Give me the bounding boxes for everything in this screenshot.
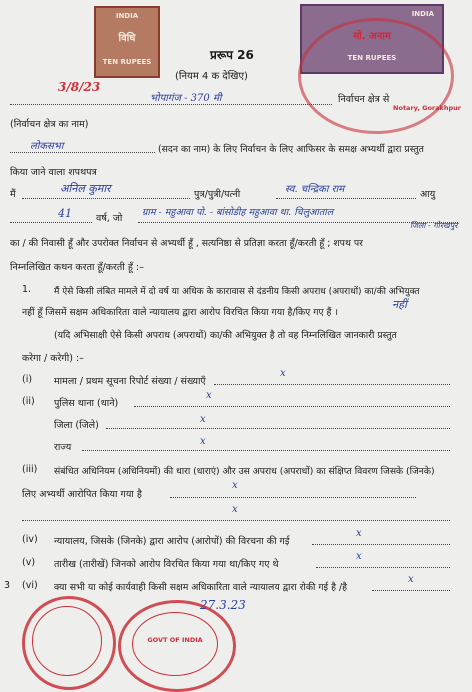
para2-line2: करेगा / करेगी) :– [22, 353, 84, 364]
district-label: जिला (जिले) [54, 420, 99, 431]
residence-statement: का / की निवासी हूँ और उपरोक्त निर्वाचन से अभ्यर्थी हूँ , सत्यनिष्ठा से प्रतिज्ञा करता हूँ/करती हूँ ; शपथ पर [10, 238, 363, 249]
item-v-label: तारीख (तारीखें) जिनको आरोप विरचित किया गया था/किए गए थे [54, 559, 279, 570]
item-iv-label: न्यायालय, जिसके (जिनके) द्वारा आरोप (आरोपों) की विरचना की गई [54, 536, 290, 547]
item-vi-number: (vi) [22, 580, 38, 591]
stamp-left-label: विधि [118, 33, 136, 44]
signature-date-handwritten: 27.3.23 [200, 598, 246, 612]
form-subtitle: (नियम 4 क देखिए) [175, 71, 248, 82]
stamp-left-country: INDIA [115, 12, 139, 20]
item-iii-number: (iii) [22, 464, 38, 475]
stamp-right-handwriting: मो. अनाम [353, 31, 391, 42]
form-title: प्ररूप 26 [210, 48, 254, 62]
main-label: मैं [10, 189, 16, 200]
affidavit-label: किया जाने वाला शपथपत्र [10, 167, 97, 178]
years-label: वर्ष, जो [96, 213, 123, 224]
item-iii-x: x [232, 480, 238, 491]
notary-seal-top-text: Notary, Gorakhpur [393, 104, 461, 112]
address-handwritten: ग्राम - महुआवा पो. - बांसोडीह महुआवा था. चिलुआताल [142, 207, 334, 218]
notary-seal-top [298, 18, 454, 134]
house-handwritten: लोकसभा [30, 141, 64, 152]
item-vi-label: क्या सभी या कोई कार्यवाही किसी सक्षम अधिकारिता वाले न्यायालय द्वारा रोकी गई है /है [54, 582, 348, 593]
state-label: राज्य [54, 442, 72, 453]
item-iii-x2: x [232, 504, 238, 515]
item-i-label: मामला / प्रथम सूचना रिपोर्ट संख्या / संख्याएँ [54, 376, 206, 387]
court-fee-stamp-left [94, 6, 160, 78]
state-x: x [200, 436, 206, 447]
item-i-number: (i) [22, 374, 33, 385]
item-vi-x: x [408, 574, 414, 585]
statement-intro: निम्नलिखित कथन करता हूँ/करती हूँ :– [10, 262, 144, 273]
relation-label: पुत्र/पुत्री/पत्नी [194, 189, 241, 200]
item-v-number: (v) [22, 557, 36, 568]
margin-number: 3 [4, 580, 11, 591]
stamp-right-value: TEN RUPEES [347, 54, 397, 62]
para1-line1: मैं ऐसे किसी लंबित मामले में दो वर्ष या अधिक के कारावास से दंडनीय किसी अपराध (अपराधों) का/की अभियुक्त [54, 287, 420, 297]
stamp-left-value: TEN RUPEES [102, 58, 152, 66]
item-v-x: x [356, 551, 362, 562]
constituency-label: निर्वाचन क्षेत्र से [338, 94, 390, 105]
constituency-name-label: (निर्वाचन क्षेत्र का नाम) [10, 119, 89, 130]
para1-number: 1. [22, 284, 32, 295]
father-name-handwritten: स्व. चन्द्रिका राम [285, 184, 345, 195]
para1-line2: नहीं हूँ जिसमें सक्षम अधिकारिता वाले न्यायालय द्वारा आरोप विरचित किया गया है/किए गए हैं । [22, 307, 338, 318]
para2-line1: (यदि अभिसाक्षी ऐसे किसी अपराध (अपराधों) का/की अभियुक्त है तो वह निम्नलिखित जानकारी प्रस्तुत [54, 330, 397, 341]
deponent-name-handwritten: अनिल कुमार [60, 182, 111, 195]
house-label: (सदन का नाम) के लिए निर्वाचन के लिए आफिसर के समक्ष अभ्यर्थी द्वारा प्रस्तुत [158, 144, 424, 155]
item-i-x: x [280, 368, 286, 379]
item-iii-line1: संबंधित अधिनियम (अधिनियमों) की धारा (धाराएं) और उस अपराध (अपराधों) का संक्षिप्त विवरण जिसके (जिनके) [54, 466, 435, 477]
district-handwritten: जिला - गोरखपुर [410, 221, 458, 230]
stamp-right-country: INDIA [411, 10, 434, 18]
item-ii-x: x [206, 390, 212, 401]
govt-seal-text: GOVT OF INDIA [147, 636, 203, 644]
item-ii-number: (ii) [22, 396, 35, 407]
item-iv-number: (iv) [22, 534, 38, 545]
constituency-handwritten: भोपागंज - 370 मी [150, 93, 222, 104]
item-ii-label: पुलिस थाना (थाने) [54, 398, 119, 409]
item-iv-x: x [356, 528, 362, 539]
item-iii-line2: लिए अभ्यर्थी आरोपित किया गया है [22, 489, 142, 500]
age-handwritten: 41 [58, 207, 72, 220]
age-label: आयु [420, 189, 436, 200]
district-x: x [200, 414, 206, 425]
no-mark-handwritten: नहीं [392, 298, 407, 311]
serial-number-handwritten: 3/8/23 [58, 80, 101, 94]
